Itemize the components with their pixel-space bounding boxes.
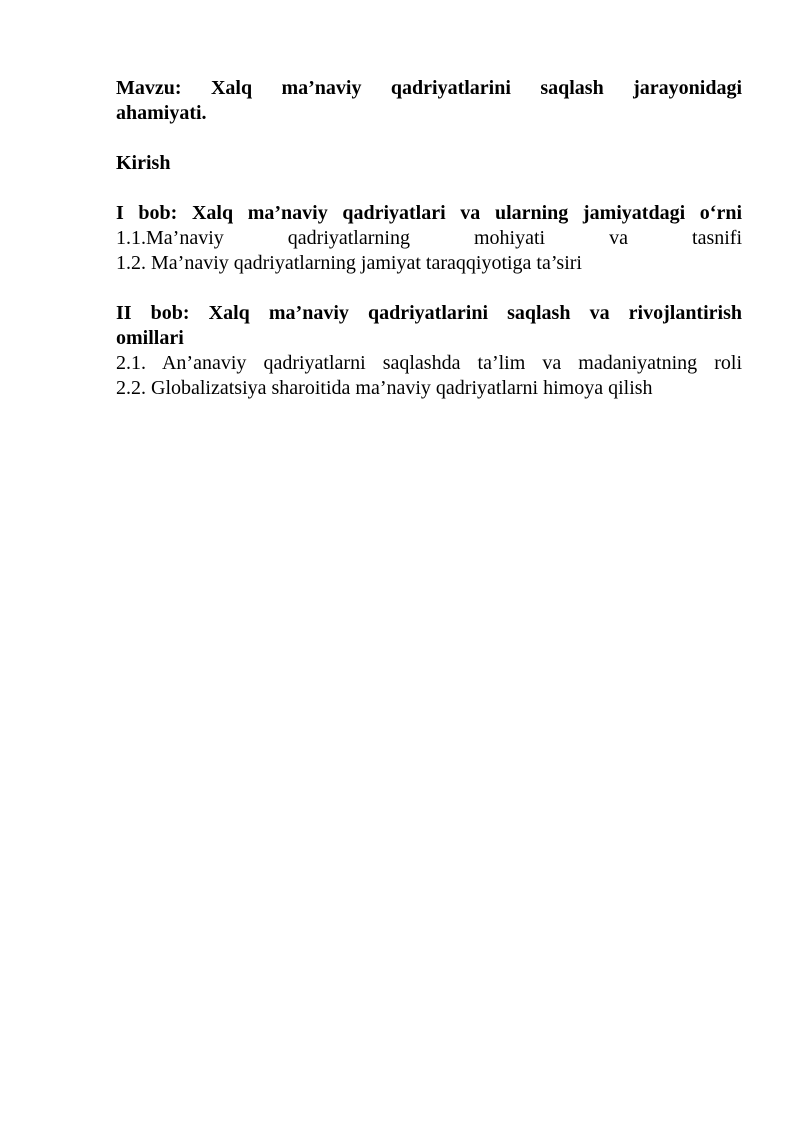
spacer [116,276,742,301]
intro-heading [116,151,742,176]
chapter-1-item-1: 1.1.Ma’naviy qadriyatlarning mohiyati va tasnifi [116,227,742,249]
title-line-1: Mavzu: Xalq ma’naviy qadriyatlarini saqlash jarayonidagi [116,77,742,99]
chapter-1-heading: I bob: Xalq ma’naviy qadriyatlari va ularning jamiyatdagi o‘rni [116,202,742,224]
spacer [116,176,742,201]
title-line-2: ahamiyati. [116,102,207,124]
chapter-1-item-2: 1.2. Ma’naviy qadriyatlarning jamiyat taraqqiyotiga ta’siri [116,252,582,274]
chapter-2-item-2: 2.2. Globalizatsiya sharoitida ma’naviy qadriyatlarni himoya qilish [116,377,653,399]
document-page [116,76,742,401]
intro-label: Kirish [116,152,171,174]
chapter-1 [116,201,742,276]
chapter-2 [116,301,742,401]
chapter-2-heading-line-1: II bob: Xalq ma’naviy qadriyatlarini saqlash va rivojlantirish [116,302,742,324]
chapter-2-item-1: 2.1. An’anaviy qadriyatlarni saqlashda ta’lim va madaniyatning roli [116,352,742,374]
spacer [116,126,742,151]
document-title [116,76,742,126]
chapter-2-heading-line-2: omillari [116,327,184,349]
